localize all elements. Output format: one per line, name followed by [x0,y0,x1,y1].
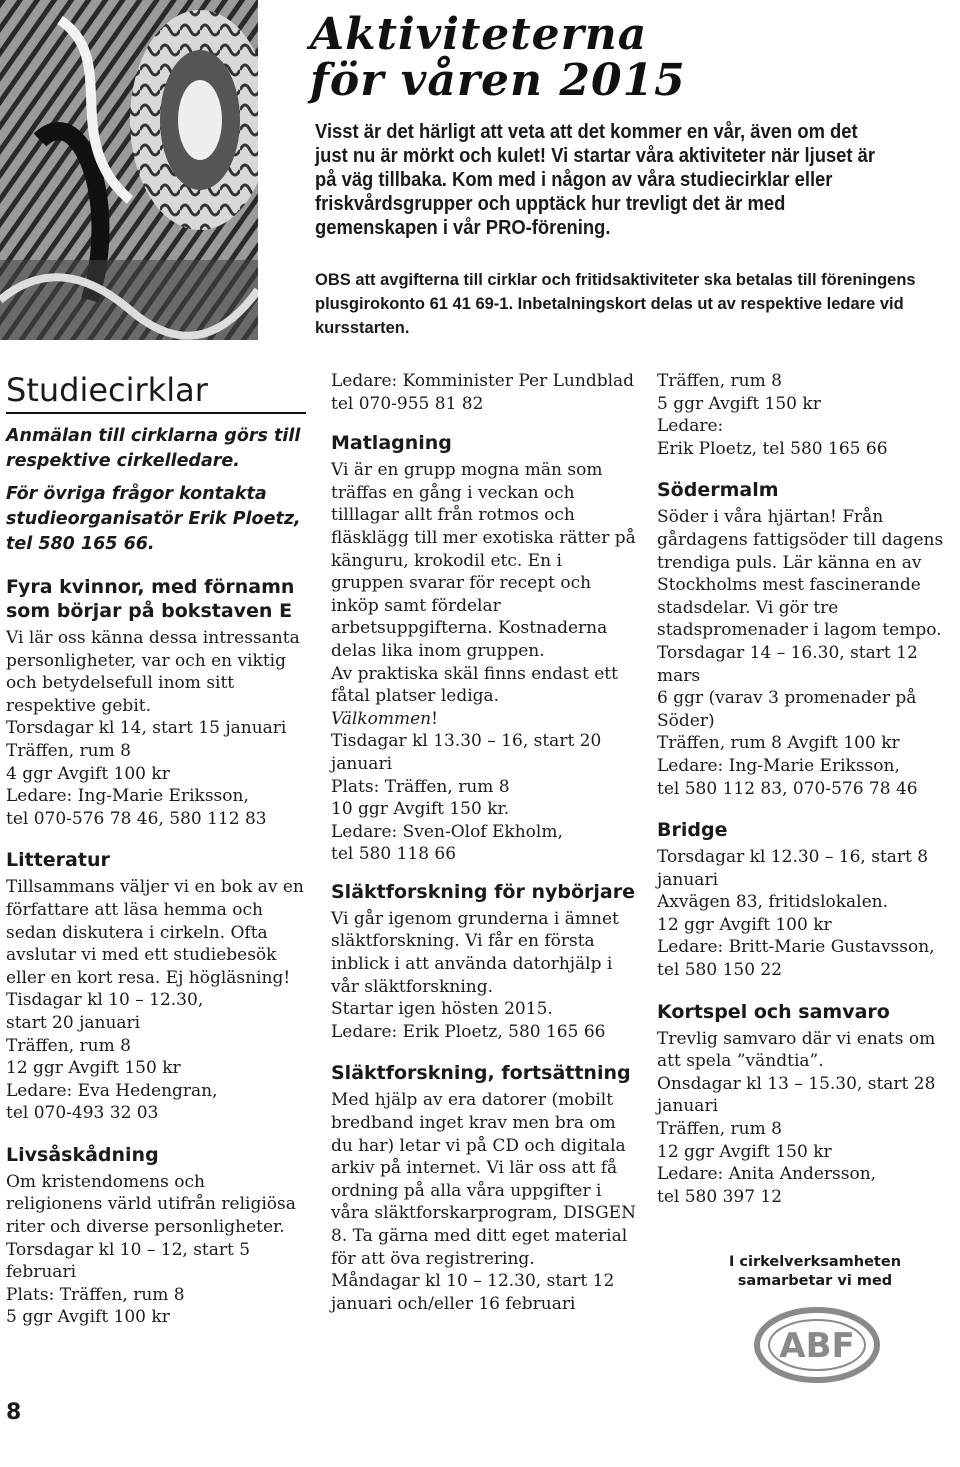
circle-body-bridge: Torsdagar kl 12.30 – 16, start 8 januari Axvägen 83, fritidslokalen. 12 ggr Avgift 100 kr Ledare: Britt-Marie Gustavsson, tel 580 150 22 [657,847,935,981]
contact-note: För övriga frågor kontakta studieorganisatör Erik Ploetz, tel 580 165 66. [6,484,301,554]
circle-body-slaktforskning-nyborjare: Vi går igenom grunderna i ämnet släktforskning. Vi får en första inblick i att använda datorhjälp i vår släktforskning. Startar igen hösten 2015. Ledare: Erik Ploetz, 580 165 66 [331,908,619,1042]
section-divider [6,412,306,414]
circle-body-sodermalm: Söder i våra hjärtan! Från gårdagens fattigsöder till dagens trendiga puls. Lär känna en av Stockholms mest fascinerande stadsdelar. Vi gör tre stadspromenader i lagom tempo. Torsdagar 14 – 16.30, start 12 mars 6 ggr (varav 3 promenader på Söder) Träffen, rum 8 Avgift 100 kr Ledare: Ing-Marie Eriksson, tel 580 112 83, 070-576 78 46 [657,507,944,799]
welcome-text: Välkommen [331,708,432,729]
circle-body-litteratur: Tillsammans väljer vi en bok av en författare att läsa hemma och sedan diskutera i cirkeln. Ofta avslutar vi med ett studiebesök eller en kort resa. Ej högläsning! Tisdagar kl 10 – 12.30, start 20 januari Träffen, rum 8 12 ggr Avgift 150 kr Ledare: Eva Hedengran, tel 070-493 32 03 [6,877,304,1124]
intro-text: Visst är det härligt att veta att det kommer en vår, även om det just nu är mörkt och kulet! Vi startar våra aktiviteter när ljuset är på väg tillbaka. Kom med i någon av våra studiecirklar eller friskvårdsgrupper och upptäck hur trevligt det är med gemenskapen i vår PRO-förening. [315,121,876,239]
circle-body-slaktforskning-fortsattning: Med hjälp av era datorer (mobilt bredband inget krav men bra om du har) letar vi på CD och digitala arkiv på internet. Vi lär oss att få ordning på alla våra uppgifter i våra släktforskarprogram, DISGEN 8. Ta gärna med ditt eget material för att öva registrering. Måndagar kl 10 – 12.30, start 12 januari och/eller 16 februari [331,1090,636,1314]
column-3 [657,370,957,1208]
circle-title-kortspel: Kortspel och samvaro [657,1000,890,1023]
circle-title-sodermalm: Södermalm [657,479,779,502]
leader-continued: Ledare: Komminister Per Lundblad tel 070-955 81 82 [331,371,635,414]
circle-title-fyra-kvinnor: Fyra kvinnor, med förnamn som börjar på bokstaven E [6,576,295,622]
title-line-1: Aktiviteterna [310,9,648,60]
circle-body-kortspel: Trevlig samvaro där vi enats om att spela ”vändtia”. Onsdagar kl 13 – 15.30, start 28 januari Träffen, rum 8 12 ggr Avgift 150 kr Ledare: Anita Andersson, tel 580 397 12 [657,1028,936,1207]
circle-title-bridge: Bridge [657,819,728,842]
previous-circle-continued: Träffen, rum 8 5 ggr Avgift 150 kr Ledare: Erik Ploetz, tel 580 165 66 [657,371,888,459]
title-line-2: för våren 2015 [310,55,686,106]
abf-logo-text: ABF [779,1326,855,1366]
circle-body-fyra-kvinnor: Vi lär oss känna dessa intressanta personligheter, var och en viktig och betydelsefull inom sitt respektive gebit. Torsdagar kl 14, start 15 januari Träffen, rum 8 4 ggr Avgift 100 kr Ledare: Ing-Marie Eriksson, tel 070-576 78 46, 580 112 83 [6,628,300,829]
circle-title-livsaskadning: Livsåskådning [6,1143,159,1166]
column-1 [6,370,306,1329]
header-photo [0,0,258,340]
matlagning-description: Vi är en grupp mogna män som träffas en gång i veckan och tilllagar allt från rotmos och fläsklägg till mer exotiska rätter på känguru, krokodil etc. En i gruppen svarar för recept och inköp samt fördelar arbetsuppgifterna. Kostnaderna delas lika inom gruppen. Av praktiska skäl finns endast ett fåtal platser lediga. [331,460,636,707]
circle-title-litteratur: Litteratur [6,849,110,872]
page-title [310,9,686,106]
matlagning-details: Tisdagar kl 13.30 – 16, start 20 januari Plats: Träffen, rum 8 10 ggr Avgift 150 kr. Ledare: Sven-Olof Ekholm, tel 580 118 66 [331,731,602,865]
abf-partnership-note: I cirkelverksamheten samarbetar vi med [728,1254,902,1289]
circle-title-slaktforskning-fortsattning: Släktforskning, fortsättning [331,1062,631,1085]
abf-logo [752,1305,882,1385]
abstract-art-image [0,0,258,340]
page-number: 8 [6,1400,22,1425]
circle-body-livsaskadning: Om kristendomens och religionens värld utifrån religiösa riter och diverse personligheter. Torsdagar kl 10 – 12, start 5 februari Plats: Träffen, rum 8 5 ggr Avgift 100 kr [6,1171,296,1328]
circle-title-matlagning: Matlagning [331,432,452,455]
circle-title-slaktforskning-nyborjare: Släktforskning för nybörjare [331,880,635,903]
section-title: Studiecirklar [6,371,208,409]
payment-notice: OBS att avgifterna till cirklar och fritidsaktiviteter ska betalas till föreningens plusgirokonto 61 41 69-1. Inbetalningskort delas ut av respektive ledare vid kursstarten. [315,271,916,337]
circle-body-matlagning: Vi är en grupp mogna män som träffas en gång i veckan och tilllagar allt från rotmos och fläsklägg till mer exotiska rätter på känguru, krokodil etc. En i gruppen svarar för recept och inköp samt fördelar arbetsuppgifterna. Kostnaderna delas lika inom gruppen. Av praktiska skäl finns endast ett fåtal platser lediga. Välkommen! Tisdagar kl 13.30 – 16, start 20 januari Plats: Träffen, rum 8 10 ggr Avgift 150 kr. Ledare: Sven-Olof Ekholm, tel 580 118 66 [331,460,636,865]
registration-note: Anmälan till cirklarna görs till respektive cirkelledare. [6,426,301,471]
column-2 [331,370,636,1315]
